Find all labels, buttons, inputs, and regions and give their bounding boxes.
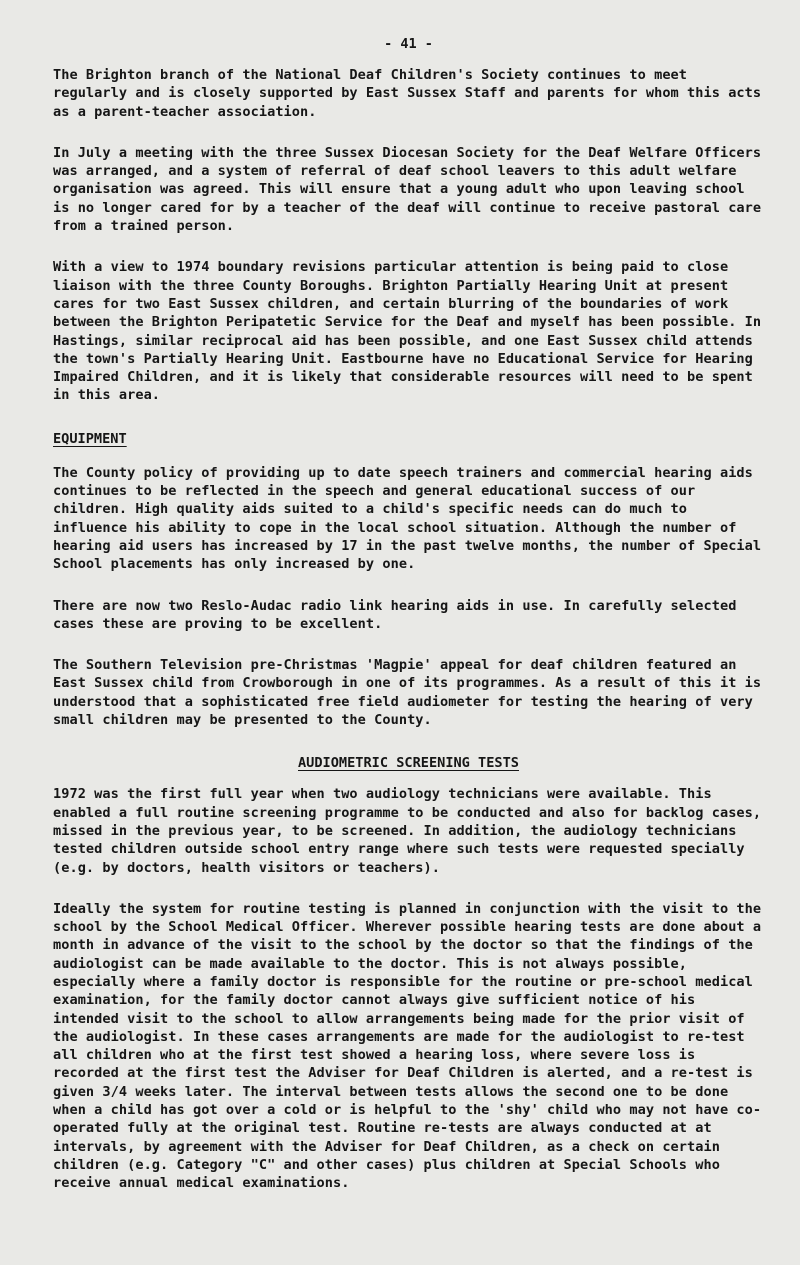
paragraph-hearing-aids-policy: The County policy of providing up to date speech trainers and commercial hearing aids continues to be reflected in the speech and general educational success of our children. High quality aids suited to a child's specific needs can do much to influence his ability to cope in the local school situation. Although the number of hearing aid users has increased by 17 in the past twelve months, the number of Special School placements has only increased by one. — [53, 464, 762, 573]
paragraph-magpie-appeal: The Southern Television pre-Christmas 'Magpie' appeal for deaf children featured an East Sussex child from Crowborough in one of its programmes. As a result of this it is understood that a sophisticated free field audiometer for testing the hearing of very small children may be presented to the County. — [53, 657, 762, 729]
paragraph-radio-link-aids: There are now two Reslo-Audac radio link hearing aids in use. In carefully selected cases these are proving to be excellent. — [53, 597, 737, 632]
paragraph-ndcs-branch: The Brighton branch of the National Deaf Children's Society continues to meet regularly and is closely supported by East Sussex Staff and parents for whom this acts as a parent-teacher association. — [53, 67, 762, 120]
section-heading-audiometric: AUDIOMETRIC SCREENING TESTS — [298, 755, 519, 772]
paragraph-welfare-officers: In July a meeting with the three Sussex Diocesan Society for the Deaf Welfare Officers was arranged, and a system of referral of deaf school leavers to this adult welfare organisation was agreed. This will ensure that a young adult who upon leaving school is no longer cared for by a teacher of the deaf will continue to receive pastoral care from a trained person. — [53, 144, 762, 235]
paragraph-routine-testing: Ideally the system for routine testing is planned in conjunction with the visit to the school by the School Medical Officer. Wherever possible hearing tests are done about a month in advance of the visit to the school by the doctor so that the findings of the audiologist can be made available to the doctor. This is not always possible, especially where a family doctor is responsible for the routine or pre-school medical examination, for the family doctor cannot always give sufficient notice of his intended visit to the school to allow arrangements being made for the prior visit of the audiologist. In these cases arrangements are made for the audiologist to re-test all children who at the first test showed a hearing loss, where severe loss is recorded at the first test the Adviser for Deaf Children is alerted, and a re-test is given 3/4 weeks later. The interval between tests allows the second one to be done when a child has got over a cold or is helpful to the 'shy' child who may not have co-operated fully at the original test. Routine re-tests are always conducted at at intervals, by agreement with the Adviser for Deaf Children, as a check on certain children (e.g. Category "C" and other cases) plus children at Special Schools who receive annual medical examinations. — [53, 900, 762, 1192]
paragraph-audiology-technicians: 1972 was the first full year when two audiology technicians were available. This enabled a full routine screening programme to be conducted and also for backlog cases, missed in the previous year, to be screened. In addition, the audiology technicians tested children outside school entry range where such tests were requested specially (e.g. by doctors, health visitors or teachers). — [53, 786, 762, 876]
page-number: - 41 - — [384, 36, 433, 52]
section-heading-equipment: EQUIPMENT — [53, 430, 127, 447]
section-heading-wrap — [53, 752, 764, 771]
paragraph-boundary-revisions: With a view to 1974 boundary revisions particular attention is being paid to close liaison with the three County Boroughs. Brighton Partially Hearing Unit at present cares for two East Sussex children, and certain blurring of the boundaries of work between the Brighton Peripatetic Service for the Deaf and myself has been possible. In Hastings, similar reciprocal aid has been possible, and one East Sussex child attends the town's Partially Hearing Unit. Eastbourne have no Educational Service for Hearing Impaired Children, and it is likely that considerable resources will need to be spent in this area. — [53, 259, 762, 404]
